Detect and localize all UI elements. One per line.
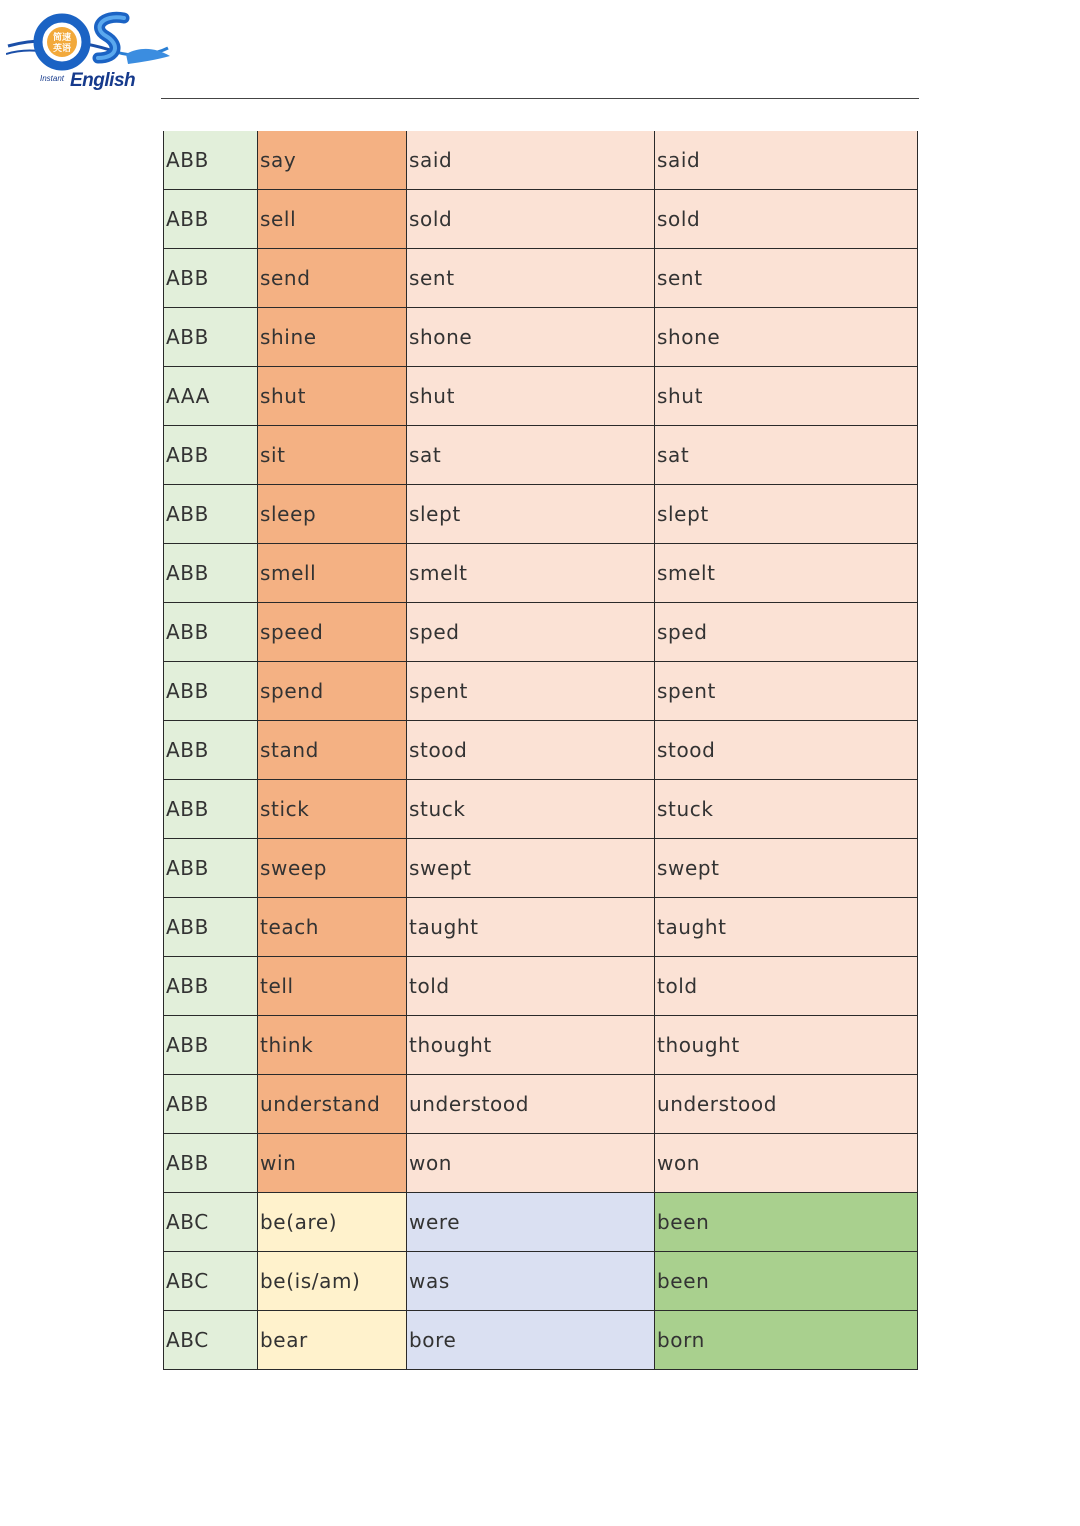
past-participle-cell: shone [655,308,918,367]
pattern-cell: ABB [164,308,258,367]
pattern-cell: ABB [164,131,258,190]
base-form-cell: sit [258,426,407,485]
past-tense-cell: stood [407,721,655,780]
base-form-cell: smell [258,544,407,603]
base-form-cell: think [258,1016,407,1075]
past-participle-cell: smelt [655,544,918,603]
pattern-cell: ABC [164,1311,258,1370]
pattern-cell: ABB [164,485,258,544]
pattern-cell: ABB [164,1134,258,1193]
past-participle-cell: sped [655,603,918,662]
past-participle-cell: stuck [655,780,918,839]
pattern-cell: ABB [164,426,258,485]
table-row [164,721,918,780]
base-form-cell: be(are) [258,1193,407,1252]
pattern-cell: ABB [164,249,258,308]
past-tense-cell: shone [407,308,655,367]
table-row [164,308,918,367]
table-row [164,367,918,426]
past-participle-cell: born [655,1311,918,1370]
table-row [164,249,918,308]
past-tense-cell: said [407,131,655,190]
table-row [164,1311,918,1370]
past-participle-cell: told [655,957,918,1016]
pattern-cell: ABB [164,603,258,662]
table-row [164,1193,918,1252]
past-participle-cell: slept [655,485,918,544]
past-participle-cell: shut [655,367,918,426]
base-form-cell: spend [258,662,407,721]
pattern-cell: ABB [164,780,258,839]
header-divider [161,98,919,99]
table-row [164,1252,918,1311]
past-tense-cell: smelt [407,544,655,603]
base-form-cell: understand [258,1075,407,1134]
past-tense-cell: were [407,1193,655,1252]
base-form-cell: teach [258,898,407,957]
past-participle-cell: thought [655,1016,918,1075]
base-form-cell: bear [258,1311,407,1370]
past-participle-cell: said [655,131,918,190]
svg-text:简速: 简速 [52,33,72,43]
base-form-cell: win [258,1134,407,1193]
table-row [164,957,918,1016]
past-participle-cell: taught [655,898,918,957]
instant-english-logo [6,8,171,90]
base-form-cell: stick [258,780,407,839]
past-participle-cell: swept [655,839,918,898]
pattern-cell: ABC [164,1193,258,1252]
verbs-table-body [164,131,918,1370]
past-participle-cell: sent [655,249,918,308]
past-tense-cell: slept [407,485,655,544]
pattern-cell: ABB [164,957,258,1016]
pattern-cell: ABB [164,839,258,898]
logo-english-text: English [70,70,136,91]
pattern-cell: ABB [164,190,258,249]
past-participle-cell: been [655,1193,918,1252]
past-participle-cell: been [655,1252,918,1311]
base-form-cell: shine [258,308,407,367]
past-tense-cell: shut [407,367,655,426]
base-form-cell: send [258,249,407,308]
pattern-cell: ABB [164,1075,258,1134]
base-form-cell: shut [258,367,407,426]
pattern-cell: ABC [164,1252,258,1311]
past-participle-cell: sat [655,426,918,485]
past-tense-cell: understood [407,1075,655,1134]
table-row [164,780,918,839]
past-tense-cell: was [407,1252,655,1311]
table-row [164,1016,918,1075]
pattern-cell: AAA [164,367,258,426]
base-form-cell: sleep [258,485,407,544]
table-row [164,485,918,544]
past-tense-cell: sold [407,190,655,249]
logo-instant-text: Instant [40,74,65,83]
table-row [164,898,918,957]
table-row [164,544,918,603]
past-tense-cell: spent [407,662,655,721]
past-participle-cell: sold [655,190,918,249]
past-tense-cell: taught [407,898,655,957]
table-row [164,603,918,662]
past-tense-cell: stuck [407,780,655,839]
base-form-cell: speed [258,603,407,662]
base-form-cell: stand [258,721,407,780]
past-tense-cell: sat [407,426,655,485]
base-form-cell: sell [258,190,407,249]
pattern-cell: ABB [164,898,258,957]
base-form-cell: say [258,131,407,190]
past-participle-cell: won [655,1134,918,1193]
past-tense-cell: told [407,957,655,1016]
base-form-cell: tell [258,957,407,1016]
svg-text:英语: 英语 [52,44,72,54]
past-participle-cell: stood [655,721,918,780]
pattern-cell: ABB [164,544,258,603]
pattern-cell: ABB [164,721,258,780]
table-row [164,662,918,721]
past-tense-cell: won [407,1134,655,1193]
table-row [164,839,918,898]
base-form-cell: sweep [258,839,407,898]
past-tense-cell: bore [407,1311,655,1370]
past-tense-cell: sped [407,603,655,662]
past-tense-cell: sent [407,249,655,308]
past-participle-cell: spent [655,662,918,721]
pattern-cell: ABB [164,1016,258,1075]
past-tense-cell: thought [407,1016,655,1075]
table-row [164,1134,918,1193]
table-row [164,1075,918,1134]
past-tense-cell: swept [407,839,655,898]
base-form-cell: be(is/am) [258,1252,407,1311]
table-row [164,131,918,190]
table-row [164,190,918,249]
table-row [164,426,918,485]
irregular-verbs-table [163,131,918,1370]
past-participle-cell: understood [655,1075,918,1134]
pattern-cell: ABB [164,662,258,721]
